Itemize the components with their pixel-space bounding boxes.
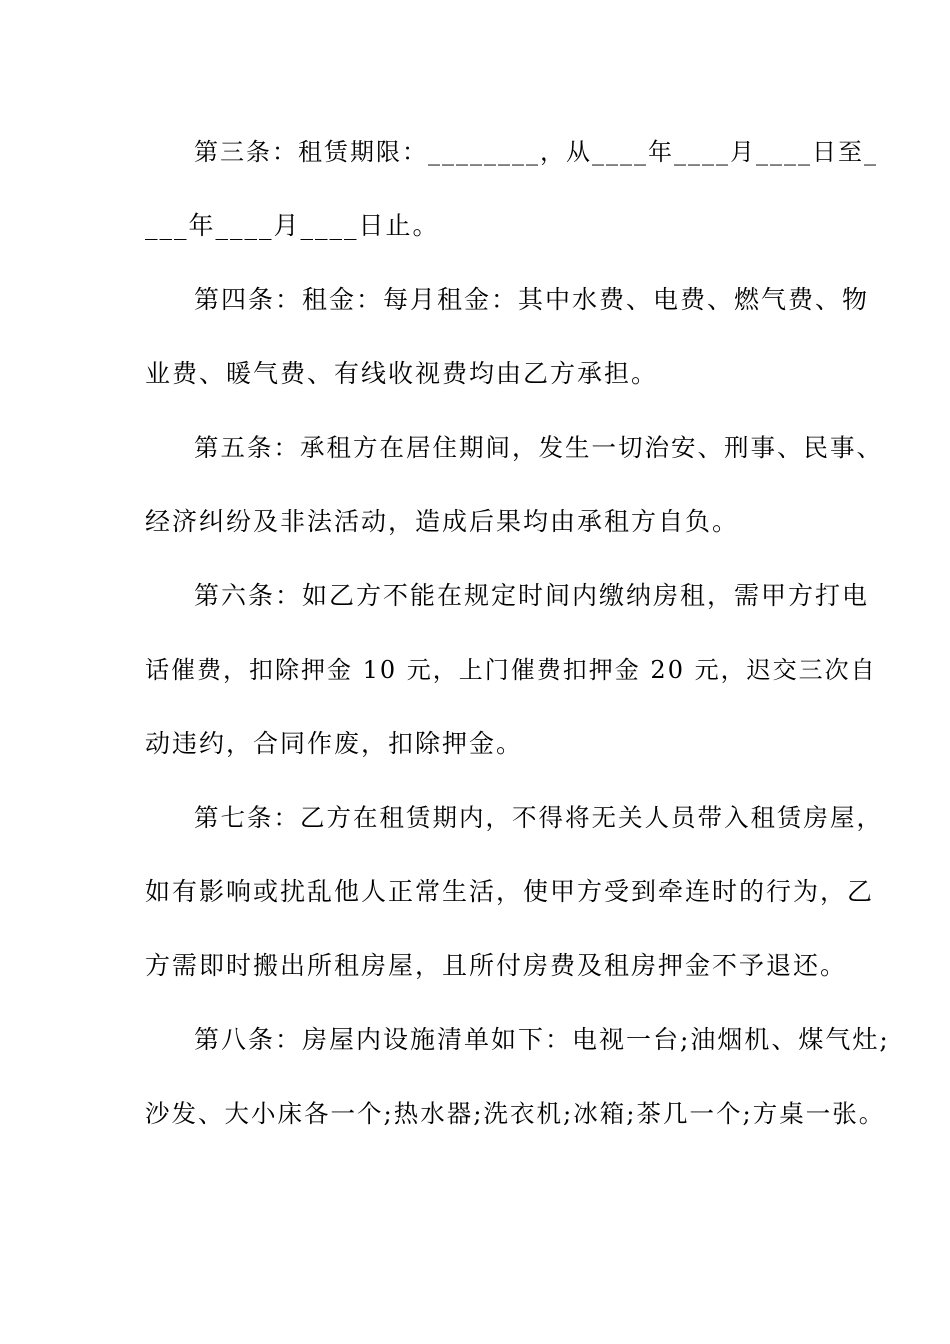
clause-4-line-2: 业费、暖气费、有线收视费均由乙方承担。 (145, 359, 659, 388)
clause-3-line-2: ___年____月____日止。 (145, 211, 440, 240)
clause-7-line-3: 方需即时搬出所租房屋，且所付房费及租房押金不予退还。 (145, 951, 848, 980)
clause-6-line-2: 话催费，扣除押金 10 元，上门催费扣押金 20 元，迟交三次自 (145, 656, 877, 684)
clause-5-line-1: 第五条：承租方在居住期间，发生一切治安、刑事、民事、 (194, 433, 883, 462)
clause-7-line-2: 如有影响或扰乱他人正常生活，使甲方受到牵连时的行为，乙 (145, 877, 875, 906)
clause-6-line-3: 动违约，合同作废，扣除押金。 (145, 729, 524, 758)
clause-5-line-2: 经济纠纷及非法活动，造成后果均由承租方自负。 (145, 507, 740, 536)
clause-4-line-1: 第四条：租金：每月租金：其中水费、电费、燃气费、物 (194, 285, 870, 314)
clause-6-line-1: 第六条：如乙方不能在规定时间内缴纳房租，需甲方打电 (194, 581, 870, 610)
clause-3-line-1: 第三条：租赁期限：________，从____年____月____日至_ (194, 138, 878, 166)
clause-7-line-1: 第七条：乙方在租赁期内，不得将无关人员带入租赁房屋， (194, 803, 883, 832)
clause-8-line-2: 沙发、大小床各一个;热水器;洗衣机;冰箱;茶几一个;方桌一张。 (145, 1099, 886, 1128)
clause-8-line-1: 第八条：房屋内设施清单如下：电视一台;油烟机、煤气灶; (194, 1025, 890, 1054)
